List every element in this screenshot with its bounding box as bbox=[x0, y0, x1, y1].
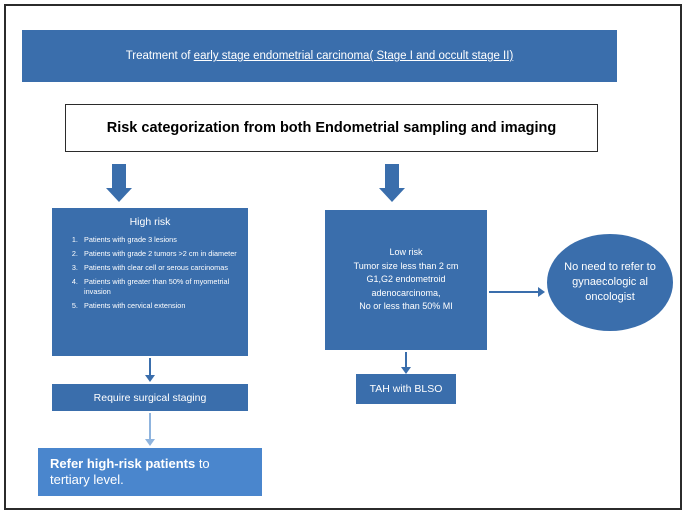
arrow-to-no-need bbox=[489, 287, 545, 297]
list-item: 2. Patients with grade 2 tumors >2 cm in diameter bbox=[80, 249, 242, 259]
list-item: 5. Patients with cervical extension bbox=[80, 301, 242, 311]
title-underlined: early stage endometrial carcinoma( Stage I and occult stage II) bbox=[193, 50, 514, 62]
no-need-label: No need to refer to gynaecologic al oncologist bbox=[564, 261, 656, 303]
arrow-to-low-risk bbox=[379, 164, 405, 202]
refer-to-tertiary-box bbox=[38, 448, 262, 496]
low-risk-line-3: adenocarcinoma, bbox=[371, 287, 441, 298]
list-item: 4. Patients with greater than 50% of myometrial invasion bbox=[80, 277, 242, 298]
refer-rest: to tertiary level. bbox=[50, 455, 210, 487]
tah-with-blso-label: TAH with BLSO bbox=[369, 383, 443, 395]
low-risk-line-2: G1,G2 endometroid bbox=[366, 274, 446, 285]
refer-bold: Refer high-risk patients bbox=[50, 455, 196, 471]
list-item: 3. Patients with clear cell or serous carcinomas bbox=[80, 263, 242, 273]
low-risk-line-1: Tumor size less than 2 cm bbox=[353, 260, 459, 271]
require-surgical-staging-box bbox=[52, 384, 248, 411]
title-prefix: Treatment of bbox=[125, 50, 194, 62]
arrow-to-high-risk bbox=[106, 164, 132, 202]
tah-with-blso-box bbox=[356, 374, 456, 404]
title-text bbox=[126, 50, 514, 62]
arrow-to-tah bbox=[401, 352, 411, 374]
risk-categorization-box bbox=[65, 104, 598, 152]
low-risk-heading: Low risk bbox=[389, 247, 423, 258]
arrow-to-refer bbox=[145, 413, 155, 446]
risk-categorization-label: Risk categorization from both Endometrial sampling and imaging bbox=[106, 120, 557, 136]
high-risk-box bbox=[52, 208, 248, 356]
require-surgical-staging-label: Require surgical staging bbox=[93, 391, 207, 404]
list-item: 1. Patients with grade 3 lesions bbox=[80, 235, 242, 245]
title-banner bbox=[22, 30, 617, 82]
no-need-to-refer-ellipse bbox=[547, 234, 673, 331]
refer-text bbox=[50, 456, 250, 489]
arrow-to-surgical-staging bbox=[145, 358, 155, 382]
low-risk-box bbox=[325, 210, 487, 350]
low-risk-line-4: No or less than 50% MI bbox=[359, 301, 453, 312]
high-risk-heading: High risk bbox=[129, 216, 171, 228]
high-risk-list bbox=[58, 235, 242, 311]
